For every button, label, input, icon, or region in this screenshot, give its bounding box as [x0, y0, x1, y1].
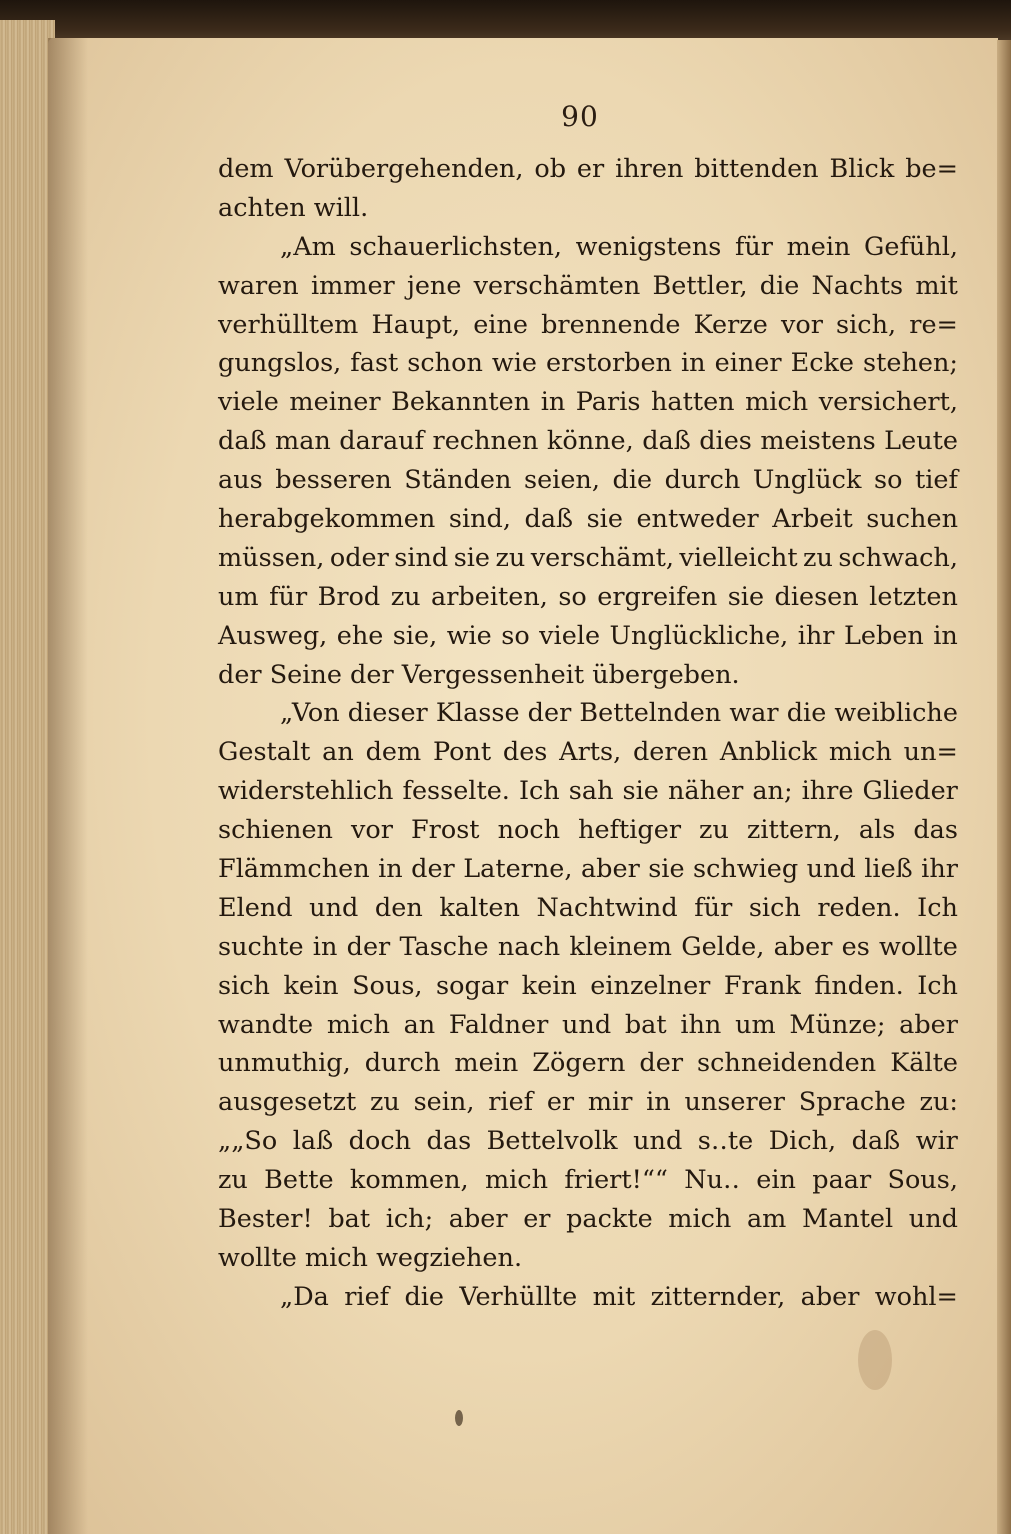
text-line: Ausweg, ehe sie, wie so viele Unglückliche, ihr Leben in	[218, 620, 958, 651]
text-line: aus besseren Ständen seien, die durch Unglück so tief	[218, 465, 958, 496]
text-line: herabgekommen sind, daß sie entweder Arbeit suchen	[218, 504, 958, 535]
text-line: suchte in der Tasche nach kleinem Gelde, aber es wollte	[218, 931, 958, 962]
text-line: der Seine der Vergessenheit übergeben.	[218, 659, 740, 690]
gutter-shadow	[48, 38, 88, 1534]
text-line: Gestalt an dem Pont des Arts, deren Anblick mich un=	[218, 737, 958, 768]
text-line: wandte mich an Faldner und bat ihn um Münze; aber	[218, 1009, 958, 1040]
text-line: achten will.	[218, 192, 369, 223]
book-edge-right	[997, 40, 1011, 1534]
body-text	[218, 150, 958, 1317]
text-line: ausgesetzt zu sein, rief er mir in unserer Sprache zu:	[218, 1087, 958, 1118]
page-number: 90	[561, 100, 599, 133]
paper-stain	[858, 1330, 892, 1390]
page-stack-left	[0, 20, 55, 1534]
text-line: zu Bette kommen, mich friert!““ Nu‥ ein paar Sous,	[218, 1165, 958, 1196]
text-line: Flämmchen in der Laterne, aber sie schwieg und ließ ihr	[218, 854, 958, 885]
text-line: Elend und den kalten Nachtwind für sich reden. Ich	[218, 892, 958, 923]
text-line: gungslos, fast schon wie erstorben in einer Ecke stehen;	[218, 348, 958, 379]
text-line: verhülltem Haupt, eine brennende Kerze vor sich, re=	[218, 309, 958, 340]
text-line: „Am schauerlichsten, wenigstens für mein Gefühl,	[280, 231, 958, 262]
text-line: unmuthig, durch mein Zögern der schneidenden Kälte	[218, 1048, 958, 1079]
text-line: „„So laß doch das Bettelvolk und s‥te Dich, daß wir	[218, 1126, 958, 1157]
text-line: wollte mich wegziehen.	[218, 1242, 523, 1273]
text-line: widerstehlich fesselte. Ich sah sie näher an; ihre Glieder	[218, 776, 958, 807]
text-line: schienen vor Frost noch heftiger zu zittern, als das	[218, 815, 958, 846]
text-line: um für Brod zu arbeiten, so ergreifen sie diesen letzten	[218, 581, 958, 612]
text-line: waren immer jene verschämten Bettler, die Nachts mit	[218, 270, 958, 301]
text-line: „Da rief die Verhüllte mit zitternder, aber wohl=	[280, 1281, 958, 1312]
text-line: daß man darauf rechnen könne, daß dies meistens Leute	[218, 426, 958, 457]
ink-spot	[455, 1410, 463, 1426]
text-line: sich kein Sous, sogar kein einzelner Frank finden. Ich	[218, 970, 958, 1001]
text-line: müssen, oder sind sie zu verschämt, vielleicht zu schwach,	[218, 542, 958, 573]
text-line: dem Vorübergehenden, ob er ihren bittenden Blick be=	[218, 154, 958, 184]
text-line: „Von dieser Klasse der Bettelnden war die weibliche	[280, 698, 958, 729]
text-line: Bester! bat ich; aber er packte mich am Mantel und	[218, 1204, 958, 1235]
text-line: viele meiner Bekannten in Paris hatten mich versichert,	[218, 387, 958, 418]
